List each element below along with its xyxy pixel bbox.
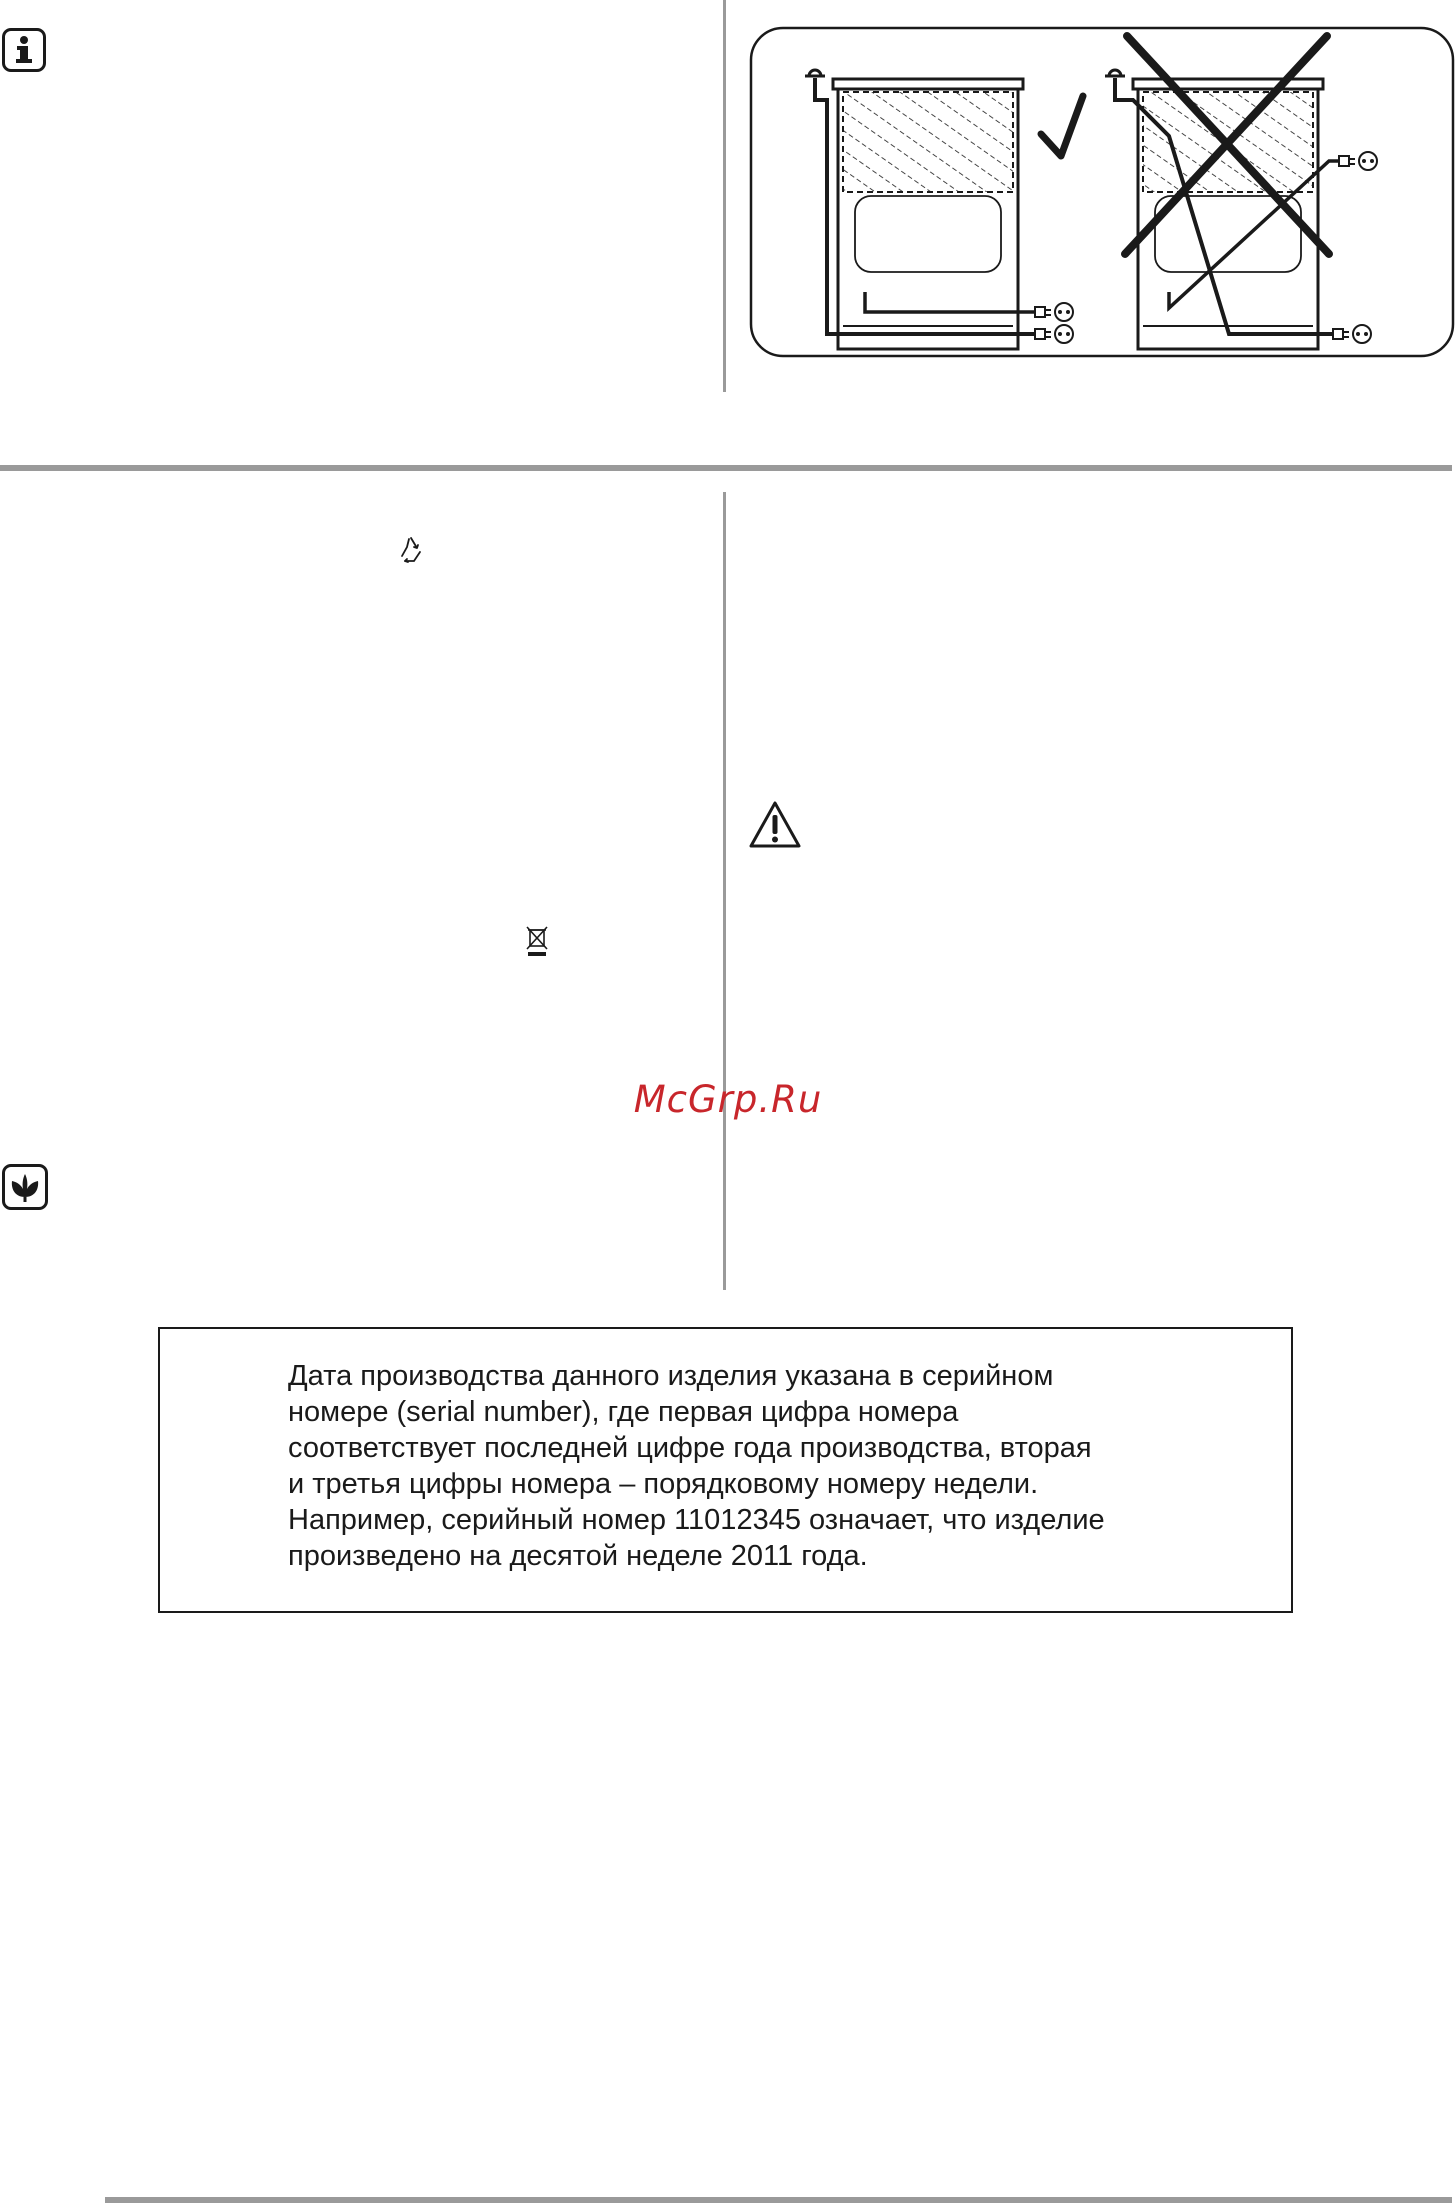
notice-text — [288, 1358, 1248, 1574]
notice-line: Дата производства данного изделия указана в серийном — [288, 1360, 1054, 1392]
middle-column-divider — [723, 492, 726, 1290]
recycle-icon — [396, 534, 426, 564]
incorrect-installation — [1105, 36, 1377, 349]
installation-diagram — [749, 26, 1456, 360]
crossed-bin-icon — [524, 924, 550, 958]
warning-icon — [748, 800, 802, 850]
info-icon — [2, 28, 46, 72]
notice-line: соответствует последней цифре года производства, вторая — [288, 1432, 1092, 1464]
notice-line: Например, серийный номер 11012345 означает, что изделие — [288, 1504, 1105, 1536]
notice-line: номере (serial number), где первая цифра номера — [288, 1396, 959, 1428]
correct-installation — [805, 70, 1083, 349]
notice-line: и третья цифры номера – порядковому номеру недели. — [288, 1468, 1039, 1500]
watermark: McGrp.Ru — [633, 1078, 823, 1121]
notice-line: произведено на десятой неделе 2011 года. — [288, 1540, 868, 1572]
eco-flower-icon — [2, 1164, 48, 1210]
top-column-divider — [723, 0, 726, 392]
section-separator — [0, 465, 1452, 471]
checkmark-icon — [1041, 96, 1083, 156]
footer-separator — [105, 2197, 1452, 2203]
